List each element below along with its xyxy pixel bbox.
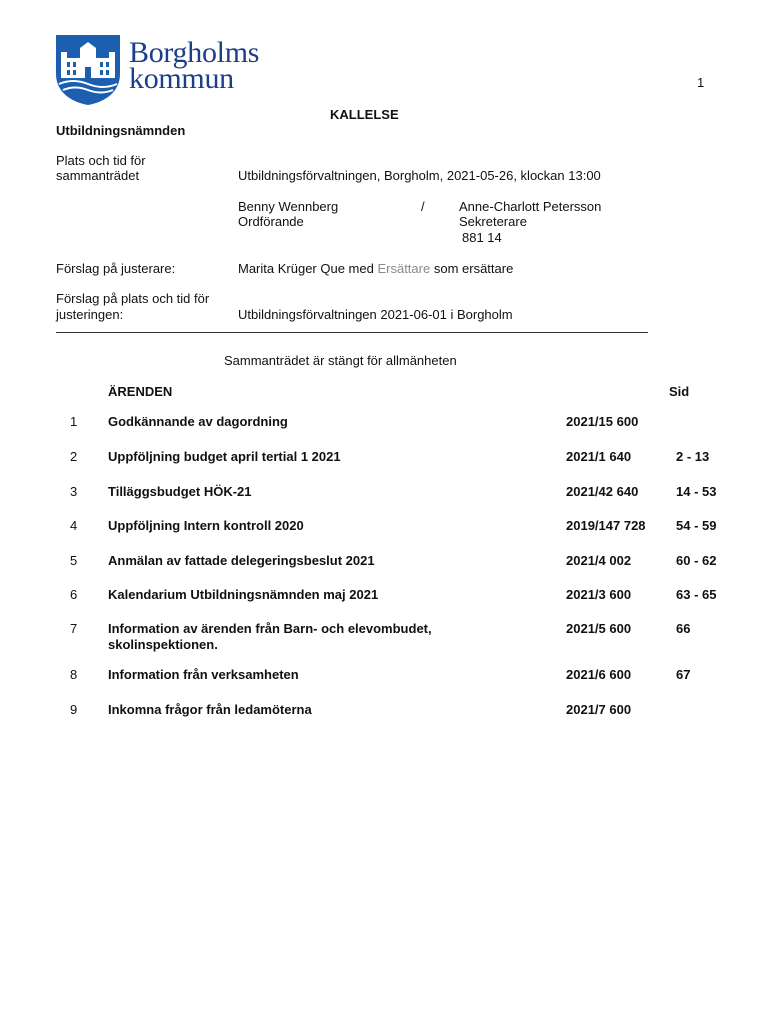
item-pages: 63 - 65 [676, 587, 717, 602]
item-title: Kalendarium Utbildningsnämnden maj 2021 [108, 587, 379, 602]
coat-of-arms-icon [55, 34, 121, 106]
page-column-heading: Sid [669, 384, 690, 399]
logo-line-2: kommun [129, 62, 234, 95]
item-reference: 2021/3 600 [566, 587, 632, 602]
item-title: Godkännande av dagordning [108, 414, 288, 429]
adjuster-line [238, 261, 513, 276]
item-number: 3 [70, 484, 78, 499]
adjuster-label: Förslag på justerare: [56, 261, 176, 276]
item-reference: 2021/6 600 [566, 667, 632, 682]
item-number: 4 [70, 518, 78, 533]
adjust-place-label-line-2: justeringen: [56, 307, 124, 322]
adjust-place-value: Utbildningsförvaltningen 2021-06-01 i Borgholm [238, 307, 513, 322]
item-reference: 2021/7 600 [566, 702, 632, 717]
item-reference: 2021/4 002 [566, 553, 632, 568]
item-title: Uppföljning Intern kontroll 2020 [108, 518, 304, 533]
item-number: 6 [70, 587, 78, 602]
municipality-logo [55, 34, 285, 108]
agenda-item [0, 621, 770, 637]
adjuster-substitute: Ersättare [377, 261, 431, 276]
item-pages: 66 [676, 621, 691, 636]
item-title: Information av ärenden från Barn- och elevombudet, [108, 621, 432, 636]
item-number: 9 [70, 702, 78, 717]
name-separator: / [421, 199, 425, 214]
agenda-item-continuation [0, 637, 770, 653]
item-title: Inkomna frågor från ledamöterna [108, 702, 312, 717]
chair-title: Ordförande [238, 214, 304, 229]
adjuster-name: Marita Krüger Que med [238, 261, 374, 276]
item-reference: 2021/1 640 [566, 449, 632, 464]
item-number: 1 [70, 414, 78, 429]
secretary-name: Anne-Charlott Petersson [459, 199, 602, 214]
closed-meeting-notice: Sammanträdet är stängt för allmänheten [224, 353, 457, 368]
item-pages: 2 - 13 [676, 449, 710, 464]
item-reference: 2021/42 640 [566, 484, 639, 499]
secretary-phone: 881 14 [462, 230, 502, 245]
item-number: 2 [70, 449, 78, 464]
item-pages: 67 [676, 667, 691, 682]
item-title: Information från verksamheten [108, 667, 299, 682]
agenda-item [0, 667, 770, 683]
item-title: Tilläggsbudget HÖK-21 [108, 484, 252, 499]
adjust-place-label-line-1: Förslag på plats och tid för [56, 291, 210, 306]
item-reference: 2019/147 728 [566, 518, 646, 533]
divider [56, 332, 648, 333]
agenda-item [0, 518, 770, 534]
place-label-line-2: sammanträdet [56, 168, 140, 183]
place-value: Utbildningsförvaltningen, Borgholm, 2021-05-26, klockan 13:00 [238, 168, 601, 183]
page-number: 1 [697, 75, 705, 90]
adjuster-suffix: som ersättare [433, 261, 514, 276]
agenda-item [0, 553, 770, 569]
committee-name: Utbildningsnämnden [56, 123, 186, 138]
logo-line-1: Borgholms [129, 36, 260, 69]
item-pages: 14 - 53 [676, 484, 717, 499]
item-number: 5 [70, 553, 78, 568]
item-number: 7 [70, 621, 78, 636]
agenda-item [0, 414, 770, 430]
item-pages: 54 - 59 [676, 518, 717, 533]
document-type: KALLELSE [330, 107, 399, 122]
item-pages: 60 - 62 [676, 553, 717, 568]
place-label-line-1: Plats och tid för [56, 153, 146, 168]
agenda-item [0, 702, 770, 718]
item-reference: 2021/5 600 [566, 621, 632, 636]
agenda-item [0, 484, 770, 500]
agenda-item [0, 587, 770, 603]
agenda-heading: ÄRENDEN [108, 384, 173, 399]
chair-name: Benny Wennberg [238, 199, 339, 214]
item-title: Anmälan av fattade delegeringsbeslut 2021 [108, 553, 375, 568]
item-reference: 2021/15 600 [566, 414, 639, 429]
agenda-item [0, 449, 770, 465]
secretary-title: Sekreterare [459, 214, 527, 229]
item-title: Uppföljning budget april tertial 1 2021 [108, 449, 341, 464]
item-title-line-2: skolinspektionen. [108, 637, 218, 652]
item-number: 8 [70, 667, 78, 682]
